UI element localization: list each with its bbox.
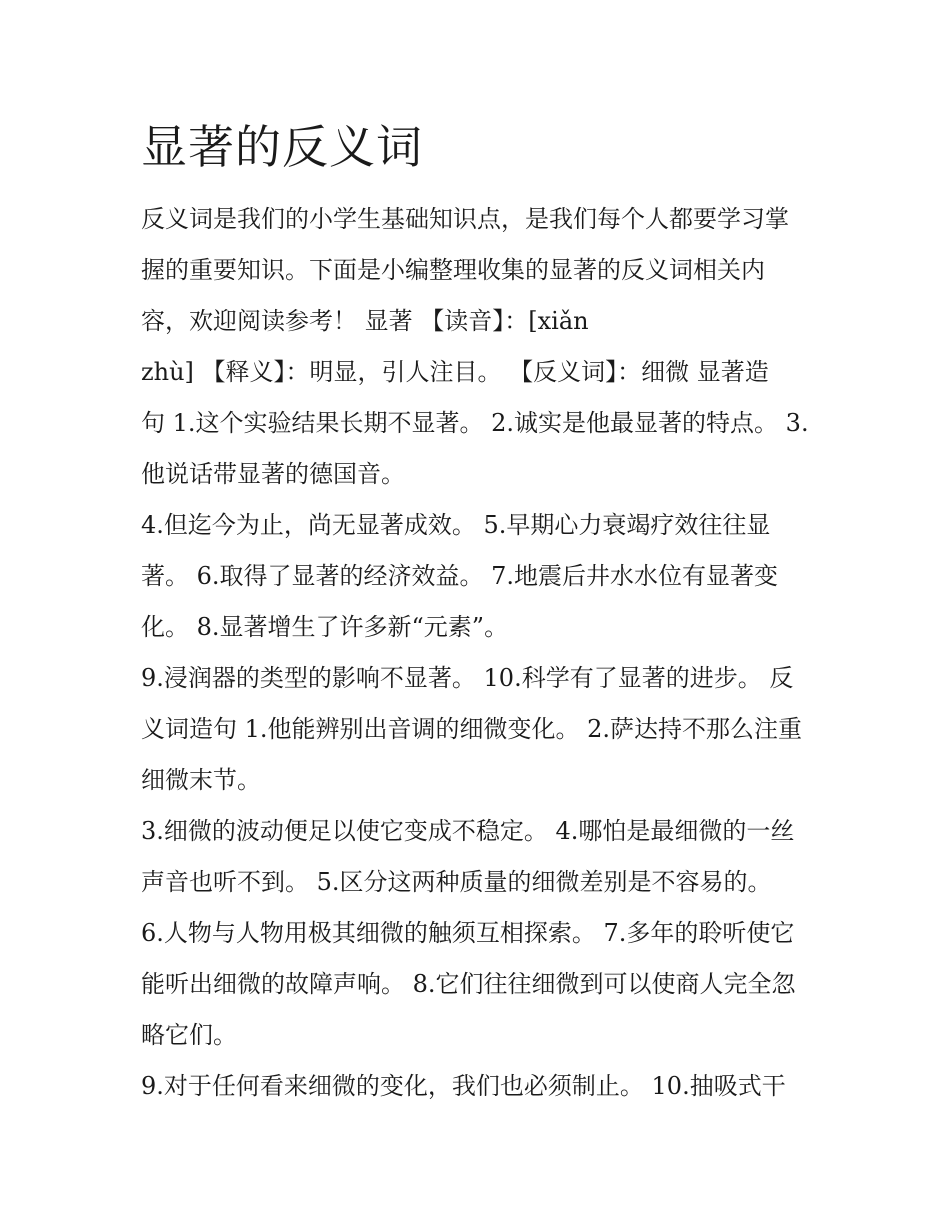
paragraph-line: 3.细微的波动便足以使它变成不稳定。 4.哪怕是最细微的一丝: [141, 817, 795, 845]
paragraph-line: 握的重要知识。下面是小编整理收集的显著的反义词相关内: [141, 256, 765, 284]
paragraph-line: 9.浸润器的类型的影响不显著。 10.科学有了显著的进步。 反: [141, 664, 794, 692]
paragraph-line: 4.但迄今为止，尚无显著成效。 5.早期心力衰竭疗效往往显: [141, 511, 771, 539]
paragraph-line: 反义词是我们的小学生基础知识点，是我们每个人都要学习掌: [141, 205, 789, 233]
paragraph-line: 他说话带显著的德国音。: [141, 460, 405, 488]
paragraph-line: 略它们。: [141, 1021, 237, 1049]
paragraph-line: 容，欢迎阅读参考！ 显著 【读音】：[xiǎn: [141, 307, 589, 335]
paragraph-line: 句 1.这个实验结果长期不显著。 2.诚实是他最显著的特点。 3.: [141, 409, 809, 437]
paragraph-line: 6.人物与人物用极其细微的触须互相探索。 7.多年的聆听使它: [141, 919, 795, 947]
paragraph-line: 义词造句 1.他能辨别出音调的细微变化。 2.萨达持不那么注重: [141, 715, 803, 743]
page-title: 显著的反义词: [141, 120, 423, 174]
paragraph-line: 声音也听不到。 5.区分这两种质量的细微差别是不容易的。: [141, 868, 772, 896]
paragraph-line: 化。 8.显著增生了许多新“元素”。: [141, 613, 509, 641]
paragraph-line: 细微末节。: [141, 766, 261, 794]
document-body: [141, 194, 811, 1112]
paragraph-line: 9.对于任何看来细微的变化，我们也必须制止。 10.抽吸式干: [141, 1072, 786, 1100]
paragraph-line: zhù] 【释义】：明显，引人注目。 【反义词】：细微 显著造: [141, 358, 769, 386]
paragraph-line: 著。 6.取得了显著的经济效益。 7.地震后井水水位有显著变: [141, 562, 779, 590]
paragraph-line: 能听出细微的故障声响。 8.它们往往细微到可以使商人完全忽: [141, 970, 796, 998]
